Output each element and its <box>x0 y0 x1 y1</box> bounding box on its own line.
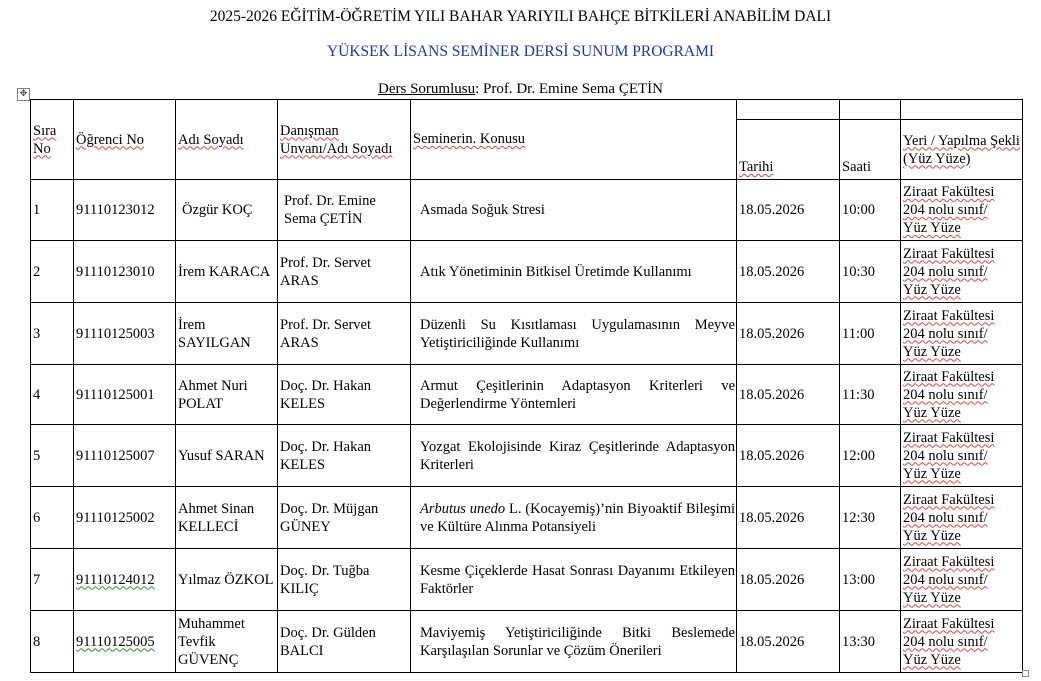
cell-yeri: Ziraat Fakültesi 204 nolu sınıf/ Yüz Yüze <box>901 180 1023 241</box>
cell-saati: 13:30 <box>840 611 901 673</box>
responsible-name: : Prof. Dr. Emine Sema ÇETİN <box>475 81 663 97</box>
cell-adi-soyadi: Muhammet Tevfik GÜVENÇ <box>176 611 278 673</box>
cell-adi-soyadi: İrem KARACA <box>176 241 278 303</box>
cell-ogrenci-no: 91110125003 <box>74 303 176 365</box>
cell-tarihi: 18.05.2026 <box>737 611 840 673</box>
col-header-ogrenci-no: Öğrenci No <box>74 100 176 180</box>
cell-sira: 6 <box>31 487 74 549</box>
cell-konu: Kesme Çiçeklerde Hasat Sonrası Dayanımı Etkileyen Faktörler <box>411 549 737 611</box>
cell-danisman: Doç. Dr. Tuğba KILIÇ <box>278 549 411 611</box>
cell-konu: Atık Yönetiminin Bitkisel Üretimde Kullanımı <box>411 241 737 303</box>
table-end-marker <box>1022 670 1029 677</box>
cell-adi-soyadi: Özgür KOÇ <box>176 180 278 241</box>
cell-konu: Armut Çeşitlerinin Adaptasyon Kriterleri ve Değerlendirme Yöntemleri <box>411 365 737 425</box>
document-title: 2025-2026 EĞİTİM-ÖĞRETİM YILI BAHAR YARIYILI BAHÇE BİTKİLERİ ANABİLİM DALI <box>209 8 832 25</box>
cell-yeri: Ziraat Fakültesi 204 nolu sınıf/ Yüz Yüze <box>901 549 1023 611</box>
col-header-sira: Sıra No <box>31 100 74 180</box>
cell-tarihi: 18.05.2026 <box>737 487 840 549</box>
col-header-danisman: Danışman Unvanı/Adı Soyadı <box>278 100 411 180</box>
cell-konu: Maviyemiş Yetiştiriciliğinde Bitki Beslemede Karşılaşılan Sorunlar ve Çözüm Önerileri <box>411 611 737 673</box>
cell-sira: 4 <box>31 365 74 425</box>
table-row <box>31 549 1023 611</box>
cell-sira: 3 <box>31 303 74 365</box>
table-row <box>31 425 1023 487</box>
cell-adi-soyadi: Yılmaz ÖZKOL <box>176 549 278 611</box>
cell-yeri: Ziraat Fakültesi 204 nolu sınıf/ Yüz Yüze <box>901 611 1023 673</box>
col-header-konu: Seminerin. Konusu <box>411 100 737 180</box>
cell-konu: Yozgat Ekolojisinde Kiraz Çeşitlerinde Adaptasyon Kriterleri <box>411 425 737 487</box>
cell-yeri: Ziraat Fakültesi 204 nolu sınıf/ Yüz Yüze <box>901 487 1023 549</box>
cell-konu: Düzenli Su Kısıtlaması Uygulamasının Meyve Yetiştiriciliğinde Kullanımı <box>411 303 737 365</box>
seminar-schedule-table <box>30 99 1023 673</box>
cell-danisman: Doç. Dr. Hakan KELES <box>278 365 411 425</box>
col-header-adi-soyadi: Adı Soyadı <box>176 100 278 180</box>
table-row <box>31 365 1023 425</box>
cell-sira: 2 <box>31 241 74 303</box>
cell-ogrenci-no: 91110124012 <box>74 549 176 611</box>
table-row <box>31 303 1023 365</box>
col-header-saati: Saati <box>840 120 901 180</box>
cell-konu: Arbutus unedo L. (Kocayemiş)’nin Biyoaktif Bileşimi ve Kültüre Alınma Potansiyeli <box>411 487 737 549</box>
cell-adi-soyadi: Ahmet Nuri POLAT <box>176 365 278 425</box>
cell-adi-soyadi: Yusuf SARAN <box>176 425 278 487</box>
cell-tarihi: 18.05.2026 <box>737 365 840 425</box>
table-row <box>31 180 1023 241</box>
cell-sira: 1 <box>31 180 74 241</box>
cell-ogrenci-no: 91110125002 <box>74 487 176 549</box>
cell-sira: 7 <box>31 549 74 611</box>
cell-sira: 8 <box>31 611 74 673</box>
cell-saati: 11:30 <box>840 365 901 425</box>
cell-ogrenci-no: 91110123010 <box>74 241 176 303</box>
table-row <box>31 611 1023 673</box>
cell-danisman: Prof. Dr. Emine Sema ÇETİN <box>278 180 411 241</box>
course-responsible <box>0 81 1041 98</box>
cell-ogrenci-no: 91110125005 <box>74 611 176 673</box>
cell-sira: 5 <box>31 425 74 487</box>
col-header-tarihi: Tarihi <box>737 120 840 180</box>
table-header-row-top <box>31 100 1023 120</box>
cell-danisman: Doç. Dr. Gülden BALCI <box>278 611 411 673</box>
cell-saati: 13:00 <box>840 549 901 611</box>
table-move-handle-icon[interactable]: ✥ <box>17 88 30 101</box>
cell-tarihi: 18.05.2026 <box>737 180 840 241</box>
cell-konu: Asmada Soğuk Stresi <box>411 180 737 241</box>
cell-ogrenci-no: 91110125007 <box>74 425 176 487</box>
col-header-yeri: Yeri / Yapılma Şekli (Yüz Yüze) <box>901 120 1023 180</box>
cell-adi-soyadi: İrem SAYILGAN <box>176 303 278 365</box>
cell-tarihi: 18.05.2026 <box>737 241 840 303</box>
cell-tarihi: 18.05.2026 <box>737 425 840 487</box>
document-subtitle: YÜKSEK LİSANS SEMİNER DERSİ SUNUM PROGRAMI <box>326 43 715 60</box>
cell-saati: 12:30 <box>840 487 901 549</box>
species-name: Arbutus unedo <box>420 500 506 517</box>
cell-yeri: Ziraat Fakültesi 204 nolu sınıf/ Yüz Yüze <box>901 241 1023 303</box>
cell-saati: 11:00 <box>840 303 901 365</box>
cell-adi-soyadi: Ahmet Sinan KELLECİ <box>176 487 278 549</box>
cell-saati: 10:30 <box>840 241 901 303</box>
cell-danisman: Doç. Dr. Müjgan GÜNEY <box>278 487 411 549</box>
cell-ogrenci-no: 91110123012 <box>74 180 176 241</box>
cell-yeri: Ziraat Fakültesi 204 nolu sınıf/ Yüz Yüze <box>901 303 1023 365</box>
table-row <box>31 241 1023 303</box>
table-row <box>31 487 1023 549</box>
cell-tarihi: 18.05.2026 <box>737 549 840 611</box>
cell-ogrenci-no: 91110125001 <box>74 365 176 425</box>
cell-danisman: Doç. Dr. Hakan KELES <box>278 425 411 487</box>
cell-saati: 10:00 <box>840 180 901 241</box>
cell-danisman: Prof. Dr. Servet ARAS <box>278 303 411 365</box>
cell-saati: 12:00 <box>840 425 901 487</box>
cell-danisman: Prof. Dr. Servet ARAS <box>278 241 411 303</box>
cell-yeri: Ziraat Fakültesi 204 nolu sınıf/ Yüz Yüze <box>901 365 1023 425</box>
cell-yeri: Ziraat Fakültesi 204 nolu sınıf/ Yüz Yüze <box>901 425 1023 487</box>
cell-tarihi: 18.05.2026 <box>737 303 840 365</box>
responsible-label: Ders Sorumlusu <box>378 81 476 97</box>
